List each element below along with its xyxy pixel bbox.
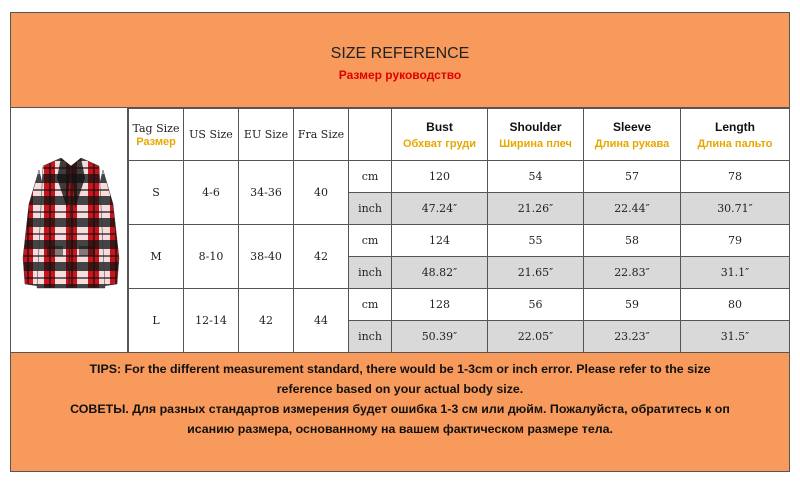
length-inch-cell: 30.71″ <box>681 193 790 225</box>
unit-inch-label: inch <box>349 321 392 353</box>
col-header-unit <box>349 109 392 161</box>
col-header-us-size: US Size <box>184 109 239 161</box>
col-header-shoulder: Shoulder Ширина плеч <box>488 109 584 161</box>
tips-ru-line1: СОВЕТЫ. Для разных стандартов измерения будет ошибка 1-3 см или дюйм. Пожалуйста, обратитесь к оп <box>70 402 730 416</box>
col-header-eu-size: EU Size <box>239 109 294 161</box>
shoulder-cm-cell: 56 <box>488 289 584 321</box>
bust-inch-cell: 48.82″ <box>392 257 488 289</box>
col-header-length: Length Длина пальто <box>681 109 790 161</box>
fra-size-cell: 42 <box>294 225 349 289</box>
size-table <box>128 108 790 353</box>
shoulder-inch-cell: 21.65″ <box>488 257 584 289</box>
shoulder-inch-cell: 21.26″ <box>488 193 584 225</box>
length-cm-cell: 79 <box>681 225 790 257</box>
table-row <box>129 161 790 193</box>
plaid-coat-image <box>11 108 127 352</box>
bust-cm-cell: 128 <box>392 289 488 321</box>
table-row <box>129 225 790 257</box>
table-row <box>129 289 790 321</box>
tips-panel <box>11 352 789 471</box>
unit-inch-label: inch <box>349 193 392 225</box>
unit-inch-label: inch <box>349 257 392 289</box>
tips-en-line1: TIPS: For the different measurement standard, there would be 1-3cm or inch error. Please refer to the size <box>89 362 711 376</box>
tips-en-line2: reference based on your actual body size. <box>276 382 524 396</box>
length-cm-cell: 78 <box>681 161 790 193</box>
page-subtitle: Размер руководство <box>338 68 462 82</box>
bust-cm-cell: 120 <box>392 161 488 193</box>
tag-size-cell: S <box>129 161 184 225</box>
header-row <box>129 109 790 161</box>
page-title: SIZE REFERENCE <box>330 45 470 62</box>
shoulder-inch-cell: 22.05″ <box>488 321 584 353</box>
unit-cm-label: cm <box>349 225 392 257</box>
product-image <box>11 108 128 352</box>
eu-size-cell: 42 <box>239 289 294 353</box>
length-cm-cell: 80 <box>681 289 790 321</box>
eu-size-cell: 38-40 <box>239 225 294 289</box>
tips-ru-line2: исанию размера, основанному на вашем фактическом размере тела. <box>187 422 613 436</box>
bust-cm-cell: 124 <box>392 225 488 257</box>
us-size-cell: 8-10 <box>184 225 239 289</box>
unit-cm-label: cm <box>349 289 392 321</box>
sleeve-inch-cell: 22.83″ <box>584 257 681 289</box>
col-header-fra-size: Fra Size <box>294 109 349 161</box>
col-header-sleeve: Sleeve Длина рукава <box>584 109 681 161</box>
unit-cm-label: cm <box>349 161 392 193</box>
shoulder-cm-cell: 55 <box>488 225 584 257</box>
length-inch-cell: 31.5″ <box>681 321 790 353</box>
tag-size-cell: L <box>129 289 184 353</box>
us-size-cell: 12-14 <box>184 289 239 353</box>
size-chart <box>10 12 790 472</box>
bust-inch-cell: 47.24″ <box>392 193 488 225</box>
sleeve-cm-cell: 58 <box>584 225 681 257</box>
tag-size-cell: M <box>129 225 184 289</box>
fra-size-cell: 40 <box>294 161 349 225</box>
sleeve-inch-cell: 22.44″ <box>584 193 681 225</box>
col-header-tag-size: Tag Size Размер <box>129 109 184 161</box>
sleeve-cm-cell: 57 <box>584 161 681 193</box>
length-inch-cell: 31.1″ <box>681 257 790 289</box>
us-size-cell: 4-6 <box>184 161 239 225</box>
col-header-bust: Bust Обхват груди <box>392 109 488 161</box>
header-banner <box>11 13 789 108</box>
eu-size-cell: 34-36 <box>239 161 294 225</box>
bust-inch-cell: 50.39″ <box>392 321 488 353</box>
sleeve-cm-cell: 59 <box>584 289 681 321</box>
sleeve-inch-cell: 23.23″ <box>584 321 681 353</box>
shoulder-cm-cell: 54 <box>488 161 584 193</box>
fra-size-cell: 44 <box>294 289 349 353</box>
